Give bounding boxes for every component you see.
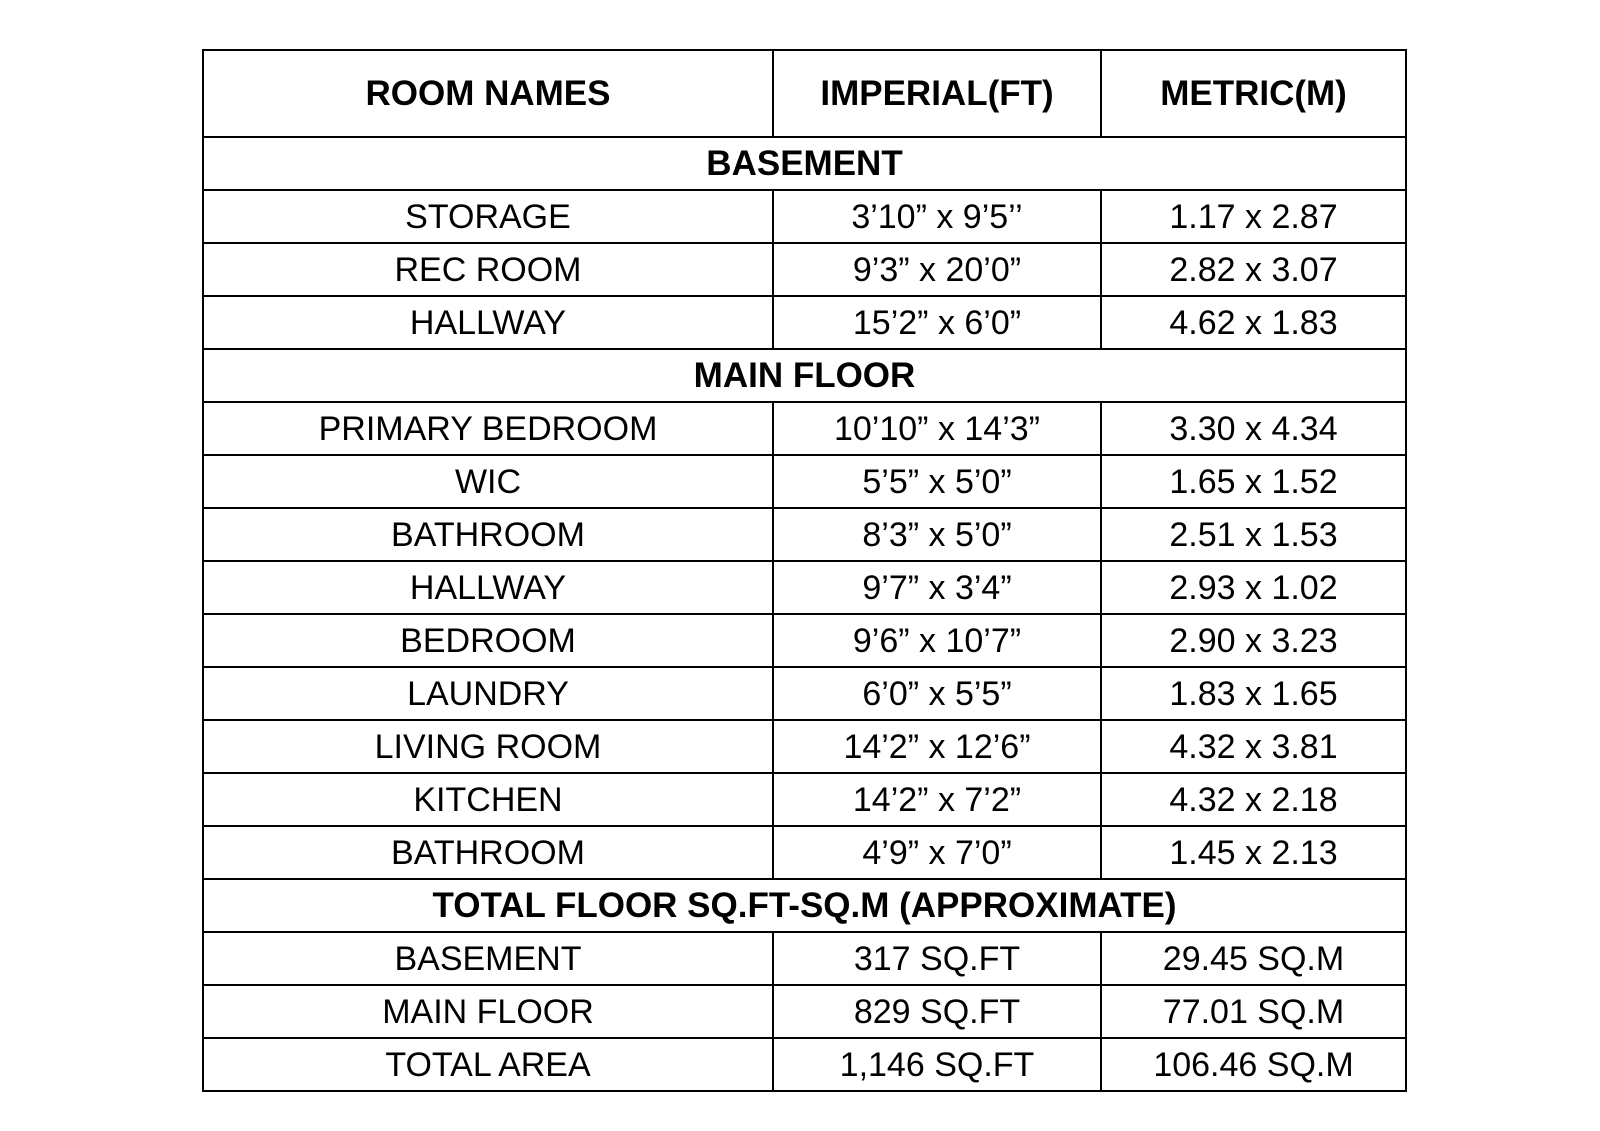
imperial-cell: 9’6” x 10’7” <box>773 614 1101 667</box>
table-row <box>203 985 1406 1038</box>
imperial-cell: 8’3” x 5’0” <box>773 508 1101 561</box>
room-name-cell: STORAGE <box>203 190 773 243</box>
room-dimensions-table <box>202 49 1407 1092</box>
table-row <box>203 561 1406 614</box>
imperial-cell: 9’7” x 3’4” <box>773 561 1101 614</box>
metric-cell: 4.62 x 1.83 <box>1101 296 1406 349</box>
imperial-cell: 5’5” x 5’0” <box>773 455 1101 508</box>
room-name-cell: WIC <box>203 455 773 508</box>
imperial-cell: 829 SQ.FT <box>773 985 1101 1038</box>
imperial-cell: 14’2” x 7’2” <box>773 773 1101 826</box>
room-name-cell: TOTAL AREA <box>203 1038 773 1091</box>
metric-cell: 77.01 SQ.M <box>1101 985 1406 1038</box>
section-row <box>203 879 1406 932</box>
section-row <box>203 349 1406 402</box>
room-name-cell: REC ROOM <box>203 243 773 296</box>
imperial-cell: 14’2” x 12’6” <box>773 720 1101 773</box>
table-row <box>203 455 1406 508</box>
metric-cell: 106.46 SQ.M <box>1101 1038 1406 1091</box>
table-row <box>203 296 1406 349</box>
metric-cell: 1.65 x 1.52 <box>1101 455 1406 508</box>
header-metric: METRIC(M) <box>1101 50 1406 137</box>
section-row <box>203 137 1406 190</box>
table-row <box>203 773 1406 826</box>
imperial-cell: 4’9” x 7’0” <box>773 826 1101 879</box>
table-row <box>203 402 1406 455</box>
imperial-cell: 6’0” x 5’5” <box>773 667 1101 720</box>
room-name-cell: BASEMENT <box>203 932 773 985</box>
metric-cell: 29.45 SQ.M <box>1101 932 1406 985</box>
header-row <box>203 50 1406 137</box>
table-row <box>203 667 1406 720</box>
table-row <box>203 1038 1406 1091</box>
room-name-cell: LIVING ROOM <box>203 720 773 773</box>
imperial-cell: 15’2” x 6’0” <box>773 296 1101 349</box>
room-name-cell: MAIN FLOOR <box>203 985 773 1038</box>
room-name-cell: PRIMARY BEDROOM <box>203 402 773 455</box>
table-body <box>203 137 1406 1091</box>
metric-cell: 2.51 x 1.53 <box>1101 508 1406 561</box>
metric-cell: 4.32 x 3.81 <box>1101 720 1406 773</box>
section-title: MAIN FLOOR <box>203 349 1406 402</box>
header-room-names: ROOM NAMES <box>203 50 773 137</box>
room-name-cell: HALLWAY <box>203 296 773 349</box>
metric-cell: 2.90 x 3.23 <box>1101 614 1406 667</box>
table-row <box>203 190 1406 243</box>
table-row <box>203 720 1406 773</box>
header-imperial: IMPERIAL(FT) <box>773 50 1101 137</box>
metric-cell: 3.30 x 4.34 <box>1101 402 1406 455</box>
room-name-cell: KITCHEN <box>203 773 773 826</box>
imperial-cell: 1,146 SQ.FT <box>773 1038 1101 1091</box>
imperial-cell: 317 SQ.FT <box>773 932 1101 985</box>
section-title: TOTAL FLOOR SQ.FT-SQ.M (APPROXIMATE) <box>203 879 1406 932</box>
table-row <box>203 932 1406 985</box>
imperial-cell: 3’10” x 9’5’’ <box>773 190 1101 243</box>
metric-cell: 4.32 x 2.18 <box>1101 773 1406 826</box>
metric-cell: 2.93 x 1.02 <box>1101 561 1406 614</box>
metric-cell: 1.45 x 2.13 <box>1101 826 1406 879</box>
room-name-cell: BATHROOM <box>203 826 773 879</box>
table-row <box>203 614 1406 667</box>
room-name-cell: HALLWAY <box>203 561 773 614</box>
table-row <box>203 826 1406 879</box>
metric-cell: 2.82 x 3.07 <box>1101 243 1406 296</box>
room-name-cell: LAUNDRY <box>203 667 773 720</box>
room-name-cell: BATHROOM <box>203 508 773 561</box>
table-row <box>203 508 1406 561</box>
table-row <box>203 243 1406 296</box>
room-name-cell: BEDROOM <box>203 614 773 667</box>
imperial-cell: 9’3” x 20’0” <box>773 243 1101 296</box>
metric-cell: 1.17 x 2.87 <box>1101 190 1406 243</box>
imperial-cell: 10’10” x 14’3” <box>773 402 1101 455</box>
metric-cell: 1.83 x 1.65 <box>1101 667 1406 720</box>
section-title: BASEMENT <box>203 137 1406 190</box>
